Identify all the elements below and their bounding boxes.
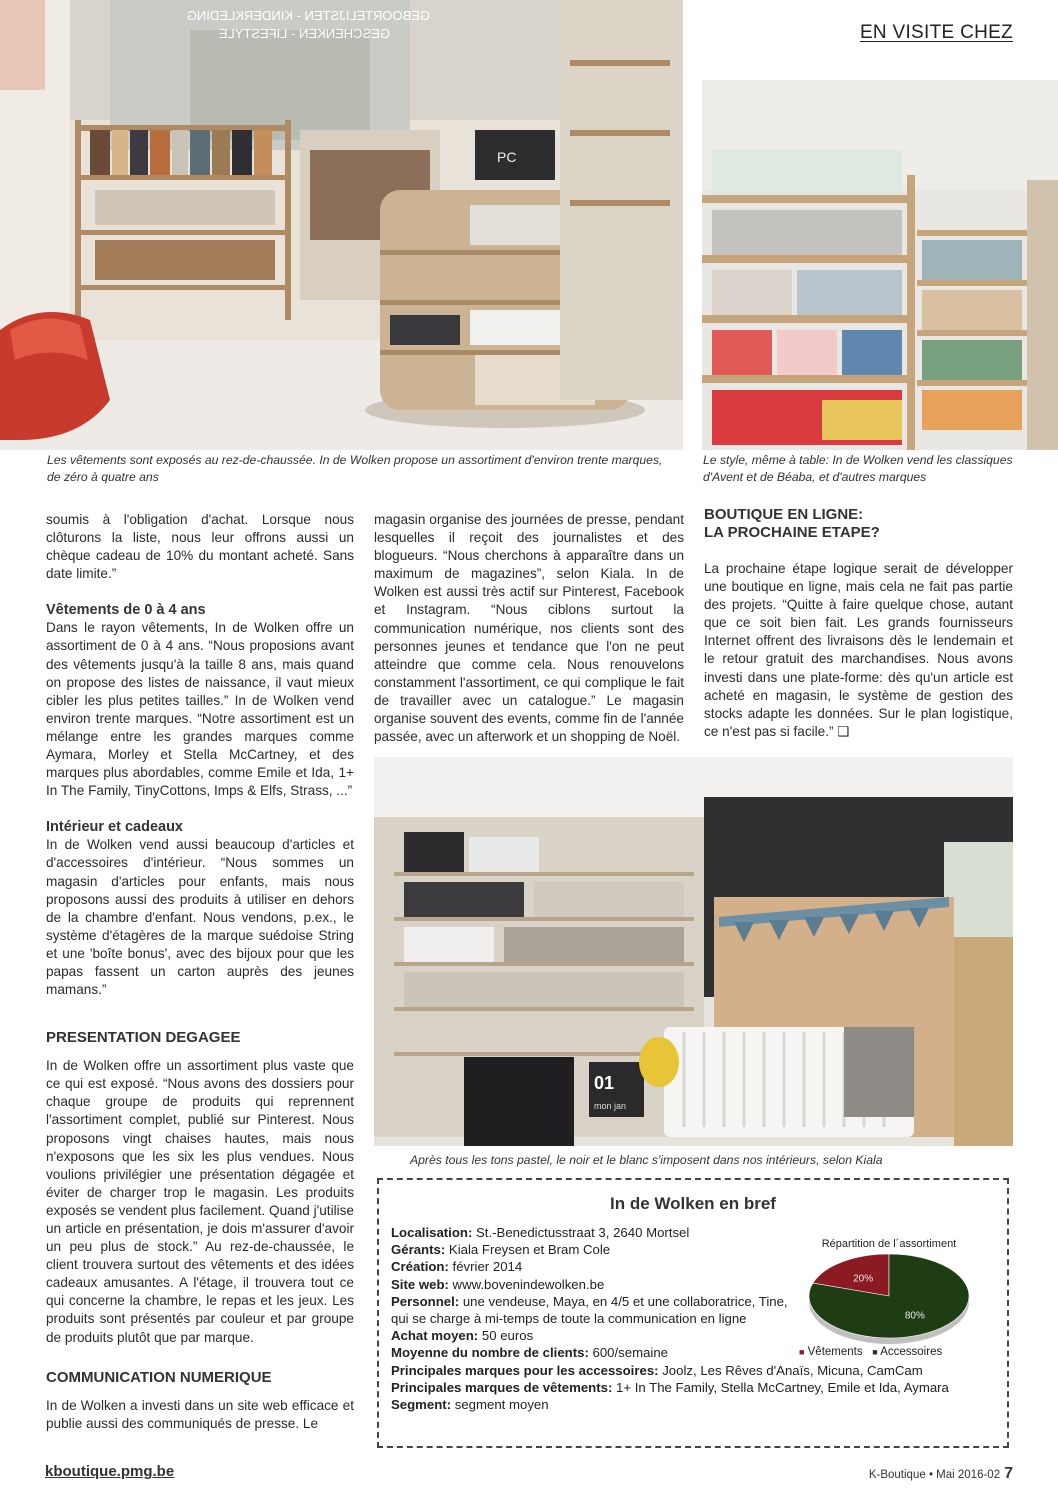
fact-row: [391, 1327, 791, 1344]
footer-publication: [869, 1465, 1013, 1483]
legend-label-vetements: Vêtements: [807, 1346, 863, 1358]
caption-photo3: Après tous les tons pastel, le noir et le blanc s'imposent dans nos intérieurs, selon Kiala: [410, 1153, 883, 1167]
fact-value: février 2014: [448, 1259, 523, 1275]
col1-heading-clothing: Vêtements de 0 à 4 ans: [46, 602, 206, 619]
col1-paragraph-2: Dans le rayon vêtements, In de Wolken offre un assortiment de 0 à 4 ans. “Nous proposions avant des vêtements jusqu'à la taille 8 ans, mais quand on propose des listes de naissance, il vaut mieux cibler les plus petites tailles.” In de Wolken vend environ trente marques. “Notre assortiment est un mélange entre les grandes marques comme Aymara, Morley et Stella McCartney, et des marques plus abordables, comme Emile et Ida, 1+ In The Family, TinyCottons, Imps & Elfs, Strass, ...”: [46, 620, 354, 799]
legend-label-accessoires: Accessoires: [880, 1346, 943, 1358]
window-lettering-2: GESCHENKEN - LIFESTYLE: [218, 26, 390, 41]
fact-value: www.bovenindewolken.be: [448, 1276, 605, 1292]
window-lettering-1: GEBOORTELIJSTEN - KINDERKLEDING: [186, 8, 430, 23]
fact-value: 50 euros: [478, 1328, 534, 1344]
fact-value: 600/semaine: [588, 1345, 669, 1361]
fact-row: [391, 1258, 791, 1275]
section-title: EN VISITE CHEZ: [859, 22, 1013, 43]
fact-box: [377, 1178, 1009, 1448]
col3-heading-line1: BOUTIQUE EN LIGNE:: [704, 506, 864, 523]
fact-value: Kiala Freysen et Bram Cole: [445, 1242, 611, 1258]
fact-label: Principales marques de vêtements:: [391, 1379, 613, 1395]
legend-swatch-accessoires: ■: [872, 1347, 878, 1357]
fact-row: [391, 1379, 991, 1396]
calendar-number: 01: [594, 1073, 615, 1093]
pie-data-label: 20%: [853, 1273, 874, 1285]
col1-heading-interior: Intérieur et cadeaux: [46, 819, 183, 836]
fact-label: Site web:: [391, 1276, 449, 1292]
store-clothing-photo: [0, 0, 683, 450]
fact-value: St.-Benedictusstraat 3, 2640 Mortsel: [472, 1225, 690, 1240]
text-column-2: [374, 511, 684, 746]
fact-label: Personnel:: [391, 1293, 460, 1309]
fact-row: [391, 1276, 791, 1293]
store-shelves-photo: [702, 80, 1058, 450]
fact-value: une vendeuse, Maya, en 4/5 et une collaboratrice, Tine, qui se charge à mi-temps de toute la communication en ligne: [391, 1293, 788, 1327]
footer-issue: K-Boutique • Mai 2016-02: [868, 1469, 1001, 1481]
text-column-3: [704, 506, 1013, 741]
col3-heading-line2: LA PROCHAINE ETAPE?: [704, 524, 880, 541]
col1-paragraph-1: soumis à l'obligation d'achat. Lorsque nous clôturons la liste, nous leur offrons aussi un chèque cadeau de 10% du montant acheté. Sans date limite.”: [46, 512, 354, 582]
pie-legend: [799, 1346, 942, 1358]
assortment-pie-chart: [789, 1230, 989, 1365]
text-column-1: [46, 511, 354, 1433]
pie-data-label: 80%: [904, 1310, 925, 1322]
col1-heading-presentation: PRESENTATION DEGAGEE: [46, 1029, 241, 1047]
caption-photo2: Le style, même à table: In de Wolken vend les classiques d'Avent et de Béaba, et d'autres marques: [703, 453, 1013, 484]
fact-value: Joolz, Les Rêves d'Anaïs, Micuna, CamCam: [658, 1362, 923, 1378]
fact-row: [391, 1241, 791, 1258]
fact-row: [391, 1396, 991, 1413]
fact-label: Création:: [391, 1259, 449, 1275]
fact-row: [391, 1224, 791, 1241]
fact-label: Moyenne du nombre de clients:: [391, 1345, 589, 1361]
fact-row: [391, 1293, 789, 1327]
col3-paragraph-1: La prochaine étape logique serait de développer une boutique en ligne, mais cela ne fait pas partie des projets. “Quitte à faire quelque chose, autant que ce soit bien fait. Les grands fournisseurs Internet offrent des livraisons dès le lendemain et le retour gratuit des marchandises. Nous avons investi dans une plate-forme: dès qu'un article est acheté en magasin, le système de gestion des stocks adapte les données. Sur le plan logistique, ce n'est pas si facile.” ❑: [704, 561, 1013, 739]
legend-swatch-vetements: ■: [799, 1347, 805, 1357]
fact-label: Segment:: [391, 1397, 452, 1413]
calendar-labels: mon jan: [594, 1101, 627, 1111]
fact-label: Localisation:: [391, 1225, 473, 1240]
col1-paragraph-3: In de Wolken vend aussi beaucoup d'articles et d'accessoires d'intérieur. “Nous sommes un magasin d'articles pour enfants, mais nous proposons aussi des produits à utiliser en dehors de la chambre d'enfant. Nous vendons, p.ex., le système d'étagères de la marque suédoise String et une 'boîte bonus', avec des bijoux pour que les papas fassent un carton auprès des jeunes mamans.”: [46, 837, 354, 998]
fact-label: Principales marques pour les accessoires:: [391, 1362, 659, 1378]
fact-value: segment moyen: [451, 1397, 549, 1413]
col1-paragraph-4: In de Wolken offre un assortiment plus vaste que ce qui est exposé. “Nous avons des dossiers pour chaque groupe de produits qui reprennent l'assortiment complet, publié sur Pinterest. Nous proposons vingt chaises hautes, mais nous n'exposons que les six les plus vendues. Nous voulions privilégier une présentation dégagée et éviter de charger trop le magasin. Les produits exposés se vendent plus facilement. Quand j'utilise un article en présentation, je dois m'assurer d'avoir un peu plus de stock.” Au rez-de-chaussée, le client trouvera surtout des vêtements et des idées cadeaux amusantes. A l'étage, il trouvera tout ce qui concerne la chambre, le repas et les jeux. Les produits sont présentés par couleur et par groupe de produits plutôt que par marque.: [46, 1058, 354, 1345]
fact-value: 1+ In The Family, Stella McCartney, Emile et Ida, Aymara: [612, 1379, 949, 1395]
caption-photo1: Les vêtements sont exposés au rez-de-chaussée. In de Wolken propose un assortiment d'environ trente marques, de zéro à quatre ans: [47, 453, 663, 484]
fact-box-title: In de Wolken en bref: [610, 1194, 776, 1213]
col1-paragraph-5: In de Wolken a investi dans un site web efficace et publie aussi des communiqués de presse. Le: [46, 1397, 354, 1431]
page-number: 7: [1004, 1465, 1013, 1482]
chalkboard-text: PC: [497, 149, 517, 165]
col2-paragraph-1: magasin organise des journées de presse, pendant lesquelles il reçoit des journalistes et des blogueurs. “Nous cherchons à apparaître dans un maximum de magazines”, selon Kiala. In de Wolken est aussi très actif sur Pinterest, Facebook et Instagram. “Nous ciblons surtout la communication numérique, nos clients sont des personnes jeunes et tendance que l'on ne peut atteindre que comme cela. Nous renouvelons constamment l'assortiment, ce qui complique le fait de travailler avec un catalogue.” Le magasin organise souvent des events, comme fin de l'année passée, avec un afterwork et un shopping de Noël.: [374, 512, 684, 745]
fact-label: Gérants:: [391, 1242, 446, 1258]
footer-website: kboutique.pmg.be: [45, 1463, 175, 1480]
col1-heading-communication: COMMUNICATION NUMERIQUE: [46, 1368, 272, 1386]
pie-chart-title: Répartition de l´assortiment: [821, 1238, 957, 1250]
fact-label: Achat moyen:: [391, 1328, 479, 1344]
nursery-interior-photo: [374, 757, 1013, 1146]
